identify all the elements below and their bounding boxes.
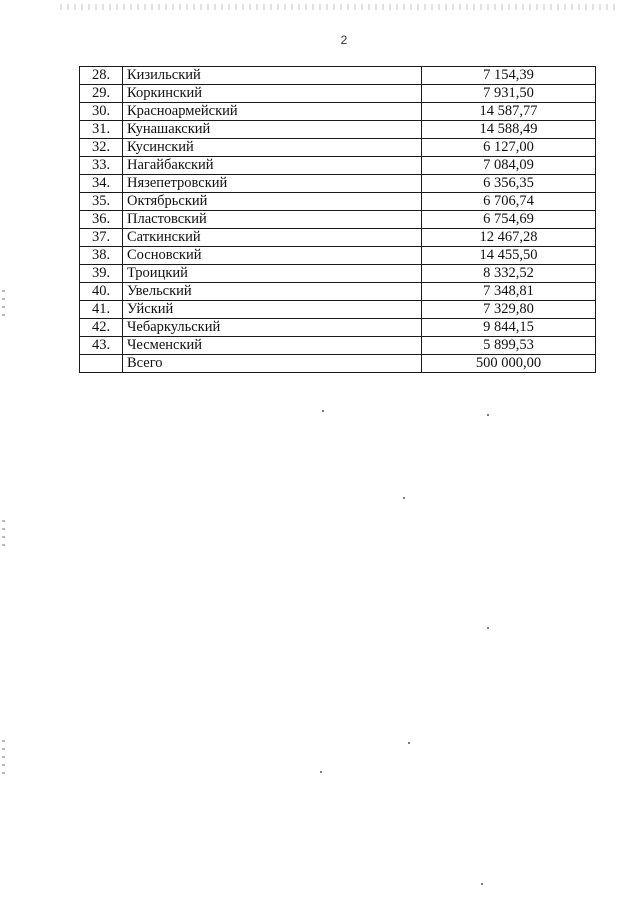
row-number: 40. [80, 283, 123, 301]
row-number: 34. [80, 175, 123, 193]
district-name: Уйский [123, 301, 422, 319]
table-row [80, 247, 596, 265]
row-number: 35. [80, 193, 123, 211]
scan-speck [487, 414, 489, 416]
table-row [80, 139, 596, 157]
row-number: 31. [80, 121, 123, 139]
scan-speck [408, 742, 410, 744]
district-name: Красноармейский [123, 103, 422, 121]
row-number: 30. [80, 103, 123, 121]
table-row [80, 175, 596, 193]
table-row [80, 85, 596, 103]
table-row [80, 301, 596, 319]
district-name: Коркинский [123, 85, 422, 103]
scan-speck [403, 497, 405, 499]
table-row [80, 319, 596, 337]
district-name: Октябрьский [123, 193, 422, 211]
total-label: Всего [123, 355, 422, 373]
scan-speck [481, 883, 483, 885]
table-row [80, 193, 596, 211]
district-amount: 6 127,00 [422, 139, 596, 157]
page-number: 2 [340, 33, 348, 47]
row-number: 39. [80, 265, 123, 283]
district-amount: 5 899,53 [422, 337, 596, 355]
district-name: Пластовский [123, 211, 422, 229]
scan-artifact-top [60, 4, 620, 10]
district-name: Сосновский [123, 247, 422, 265]
district-amount: 9 844,15 [422, 319, 596, 337]
table-row [80, 67, 596, 85]
total-number-cell [80, 355, 123, 373]
row-number: 41. [80, 301, 123, 319]
row-number: 32. [80, 139, 123, 157]
total-amount: 500 000,00 [422, 355, 596, 373]
row-number: 37. [80, 229, 123, 247]
table-row [80, 103, 596, 121]
scan-artifact-left-margin [2, 290, 5, 320]
district-amount: 14 455,50 [422, 247, 596, 265]
district-amount: 7 154,39 [422, 67, 596, 85]
scan-speck [322, 410, 324, 412]
row-number: 33. [80, 157, 123, 175]
district-amount: 7 931,50 [422, 85, 596, 103]
row-number: 38. [80, 247, 123, 265]
table-row [80, 229, 596, 247]
district-amount: 12 467,28 [422, 229, 596, 247]
table-row [80, 121, 596, 139]
table-row [80, 283, 596, 301]
table-row [80, 157, 596, 175]
row-number: 43. [80, 337, 123, 355]
district-name: Увельский [123, 283, 422, 301]
district-amount: 8 332,52 [422, 265, 596, 283]
district-amount: 7 329,80 [422, 301, 596, 319]
row-number: 29. [80, 85, 123, 103]
district-amount: 6 356,35 [422, 175, 596, 193]
scan-artifact-left-margin [2, 520, 5, 550]
district-name: Саткинский [123, 229, 422, 247]
districts-table [79, 66, 596, 373]
district-name: Нагайбакский [123, 157, 422, 175]
district-amount: 6 754,69 [422, 211, 596, 229]
scan-artifact-left-margin [2, 740, 5, 780]
table-row [80, 337, 596, 355]
district-name: Нязепетровский [123, 175, 422, 193]
total-row [80, 355, 596, 373]
district-amount: 7 348,81 [422, 283, 596, 301]
table-row [80, 211, 596, 229]
district-name: Кизильский [123, 67, 422, 85]
districts-table-body [80, 67, 596, 373]
district-amount: 14 588,49 [422, 121, 596, 139]
scan-speck [320, 771, 322, 773]
table-row [80, 265, 596, 283]
district-name: Троицкий [123, 265, 422, 283]
row-number: 36. [80, 211, 123, 229]
row-number: 28. [80, 67, 123, 85]
district-name: Кунашакский [123, 121, 422, 139]
district-amount: 6 706,74 [422, 193, 596, 211]
district-amount: 7 084,09 [422, 157, 596, 175]
row-number: 42. [80, 319, 123, 337]
district-name: Чебаркульский [123, 319, 422, 337]
district-amount: 14 587,77 [422, 103, 596, 121]
district-name: Кусинский [123, 139, 422, 157]
scan-speck [487, 627, 489, 629]
district-name: Чесменский [123, 337, 422, 355]
